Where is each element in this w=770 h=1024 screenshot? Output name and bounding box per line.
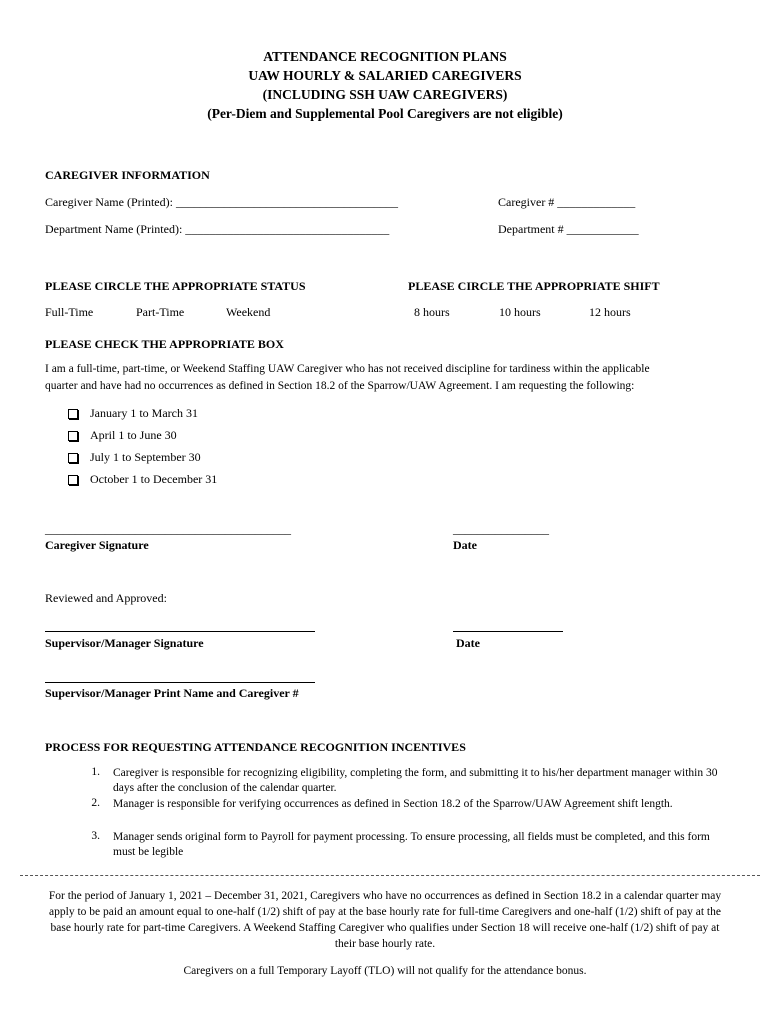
quarter-option-label: April 1 to June 30	[90, 428, 177, 442]
supervisor-signature-line[interactable]	[45, 631, 315, 632]
layoff-disqualification-note: Caregivers on a full Temporary Layoff (TLO) will not qualify for the attendance bonus.	[183, 965, 587, 977]
form-title: ATTENDANCE RECOGNITION PLANS	[263, 49, 507, 64]
caregiver-date-label: Date	[453, 538, 477, 552]
process-step-3: Manager sends original form to Payroll for payment processing. To ensure processing, all fields must be completed, and this form must be legible	[113, 831, 710, 858]
quarter-option-label: July 1 to September 30	[90, 450, 201, 464]
cut-line-divider	[20, 875, 760, 876]
check-box-heading: PLEASE CHECK THE APPROPRIATE BOX	[45, 337, 284, 351]
process-heading: PROCESS FOR REQUESTING ATTENDANCE RECOGNITION INCENTIVES	[45, 740, 466, 754]
status-option-part-time[interactable]: Part-Time	[136, 305, 185, 319]
process-step-2: Manager is responsible for verifying occurrences as defined in Section 18.2 of the Sparrow/UAW Agreement shift length.	[113, 798, 673, 810]
form-eligibility-note: (Per-Diem and Supplemental Pool Caregivers are not eligible)	[207, 106, 563, 121]
process-step-number: 1.	[91, 766, 100, 778]
supervisor-print-name-line[interactable]	[45, 682, 315, 683]
checkbox-icon[interactable]	[68, 409, 78, 419]
reviewed-approved-label: Reviewed and Approved:	[45, 591, 167, 605]
supervisor-date-label: Date	[456, 636, 480, 650]
status-option-weekend[interactable]: Weekend	[226, 305, 271, 319]
quarter-option-label: January 1 to March 31	[90, 406, 198, 420]
shift-option-8-hours[interactable]: 8 hours	[414, 305, 450, 319]
process-step-number: 2.	[91, 797, 100, 809]
process-step-1: Caregiver is responsible for recognizing eligibility, completing the form, and submitting it to his/her department manager within 30 days after the conclusion of the calendar quarter.	[113, 767, 718, 794]
bonus-period-notice: For the period of January 1, 2021 – December 31, 2021, Caregivers who have no occurrences as defined in Section 18.2 in a calendar quarter may apply to be paid an amount equal to one-half (1/2) shift of pay at the base hourly rate for full-time Caregivers and one-half (1/2) shift of pay at the base hourly rate for part-time Caregivers. A Weekend Staffing Caregiver who qualifies under Section 18 will receive one-half (1/2) shift of pay at their base hourly rate.	[48, 890, 722, 950]
supervisor-date-line[interactable]	[453, 631, 563, 632]
form-subtitle-ssh: (INCLUDING SSH UAW CAREGIVERS)	[262, 87, 508, 102]
department-number-field[interactable]: Department # ____________	[498, 222, 639, 236]
checkbox-icon[interactable]	[68, 431, 78, 441]
supervisor-signature-label: Supervisor/Manager Signature	[45, 636, 204, 650]
shift-option-12-hours[interactable]: 12 hours	[589, 305, 631, 319]
eligibility-statement-line1: I am a full-time, part-time, or Weekend Staffing UAW Caregiver who has not received discipline for tardiness within the applicable	[45, 363, 650, 375]
form-subtitle-uaw: UAW HOURLY & SALARIED CAREGIVERS	[248, 68, 522, 83]
caregiver-signature-label: Caregiver Signature	[45, 538, 149, 552]
quarter-option-label: October 1 to December 31	[90, 472, 218, 486]
checkbox-icon[interactable]	[68, 475, 78, 485]
caregiver-number-field[interactable]: Caregiver # _____________	[498, 195, 636, 209]
shift-heading: PLEASE CIRCLE THE APPROPRIATE SHIFT	[408, 279, 660, 293]
department-name-field[interactable]: Department Name (Printed): __________________________________	[45, 222, 390, 236]
caregiver-date-line[interactable]: ________________	[453, 522, 549, 536]
process-step-number: 3.	[91, 830, 100, 842]
caregiver-signature-line[interactable]: _________________________________________	[45, 522, 291, 536]
supervisor-print-name-label: Supervisor/Manager Print Name and Caregiver #	[45, 686, 299, 700]
quarter-option-q1[interactable]	[68, 406, 198, 422]
eligibility-statement-line2: quarter and have had no occurrences as defined in Section 18.2 of the Sparrow/UAW Agreement. I am requesting the following:	[45, 380, 635, 392]
quarter-option-q3[interactable]	[68, 450, 201, 466]
caregiver-name-field[interactable]: Caregiver Name (Printed): _____________________________________	[45, 195, 398, 209]
quarter-option-q4[interactable]	[68, 472, 217, 488]
checkbox-icon[interactable]	[68, 453, 78, 463]
quarter-option-q2[interactable]	[68, 428, 177, 444]
status-option-full-time[interactable]: Full-Time	[45, 305, 94, 319]
status-heading: PLEASE CIRCLE THE APPROPRIATE STATUS	[45, 279, 306, 293]
caregiver-info-heading: CAREGIVER INFORMATION	[45, 168, 210, 182]
shift-option-10-hours[interactable]: 10 hours	[499, 305, 541, 319]
